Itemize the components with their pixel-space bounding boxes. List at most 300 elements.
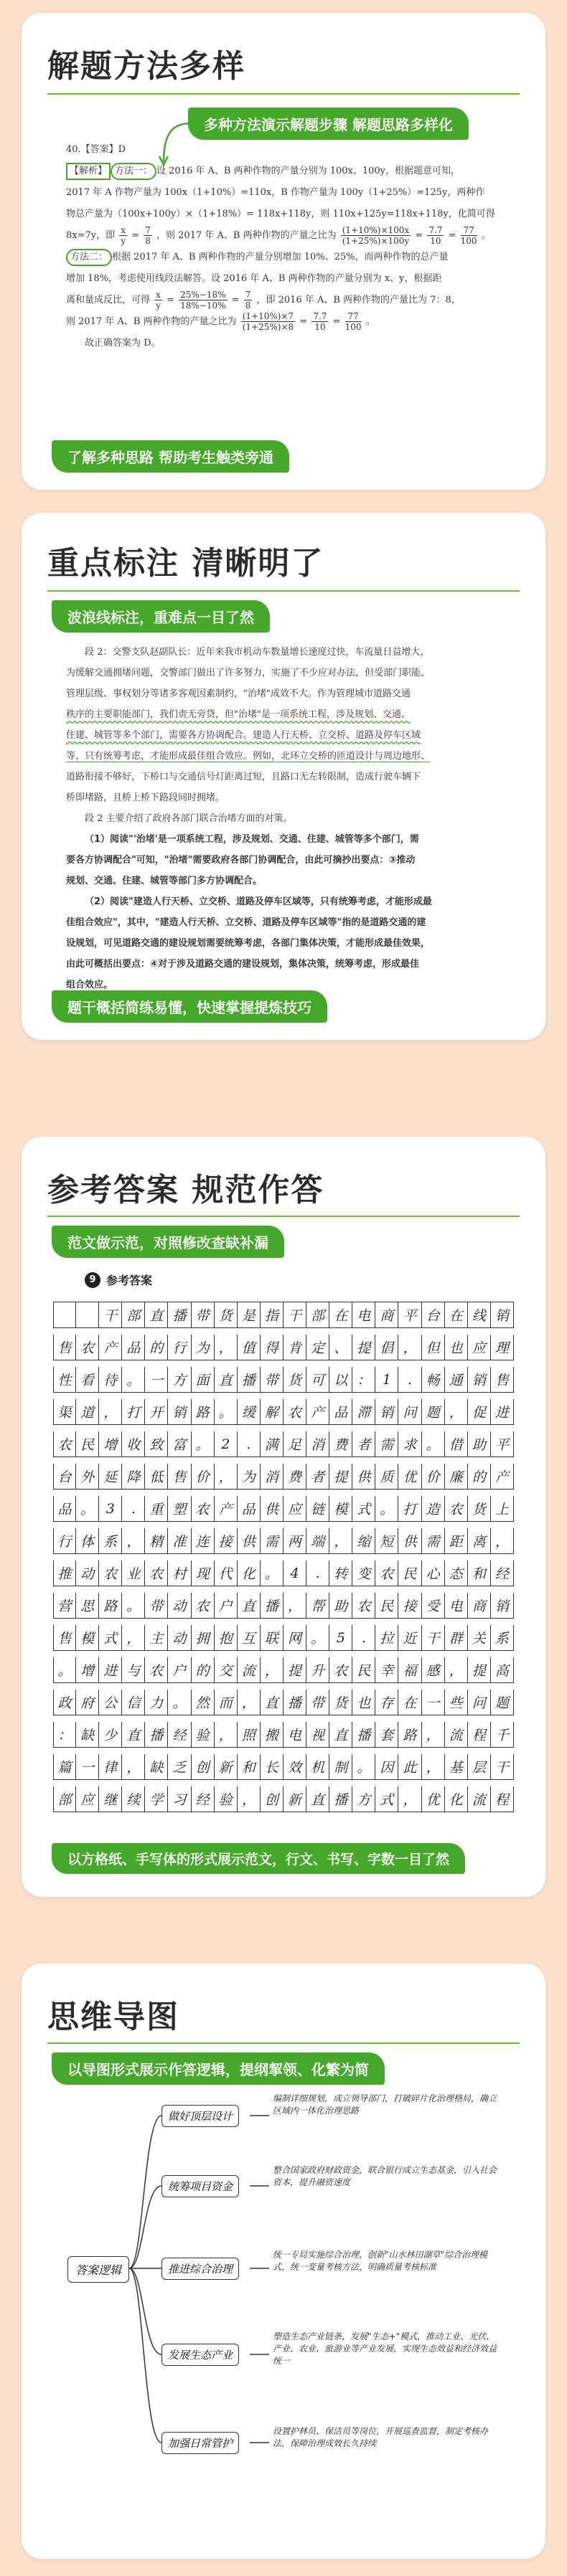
grid-cell: 销 (491, 1302, 514, 1328)
grid-cell: 面 (192, 1367, 215, 1393)
conclusion-line: 故正确答案为 D。 (85, 338, 161, 349)
grid-cell: 一 (145, 1367, 168, 1393)
grid-cell: 化 (238, 1561, 261, 1586)
grid-cell: 流 (468, 1786, 491, 1812)
grid-cell: 存 (375, 1690, 398, 1715)
grid-cell: 些 (445, 1690, 468, 1715)
grid-cell: 一 (422, 1690, 445, 1715)
grid-cell: 农 (445, 1496, 468, 1522)
grid-cell: 助 (329, 1593, 352, 1619)
grid-cell: 。 (76, 1496, 99, 1522)
grid-cell: 产 (306, 1399, 329, 1425)
grid-cell: 外 (76, 1464, 99, 1490)
text-line: （2）阅读"建造人行天桥、立交桥、道路及停车区域等，只有统筹考虑，才能形成最 (85, 896, 432, 907)
grid-cell: 提 (352, 1335, 375, 1360)
grid-cell (76, 1302, 99, 1328)
grid-cell: 、 (329, 1335, 352, 1360)
grid-cell: 续 (122, 1786, 145, 1812)
grid-cell: 畅 (422, 1367, 445, 1393)
text-fragment: = (299, 316, 308, 327)
mind-map-card (22, 1964, 545, 2559)
grid-cell: 离 (468, 1528, 491, 1554)
reference-label: 参考答案 (106, 1274, 153, 1287)
section-banner: 波浪线标注，重难点一目了然 (52, 600, 270, 633)
grid-cell: 村 (168, 1561, 191, 1586)
grid-cell: 农 (99, 1561, 122, 1586)
grid-cell: 。 (122, 1367, 145, 1393)
grid-cell: 产 (215, 1496, 238, 1522)
grid-cell: 助 (468, 1431, 491, 1457)
grid-cell: 售 (168, 1464, 191, 1490)
grid-cell: 通 (445, 1367, 468, 1393)
grid-cell: 农 (329, 1657, 352, 1683)
fraction: $\frac{(1+10\%)\times 7}{(1+25\%)\times 8}$ (242, 311, 294, 332)
grid-cell: 方 (168, 1367, 191, 1393)
grid-cell: 体 (76, 1528, 99, 1554)
grid-cell: 端 (306, 1528, 329, 1554)
grid-cell: 得 (261, 1335, 284, 1360)
grid-cell: 提 (468, 1657, 491, 1683)
grid-cell: 近 (398, 1625, 421, 1651)
grid-cell: 播 (352, 1722, 375, 1748)
grid-cell: 动 (168, 1593, 191, 1619)
grid-cell: 价 (192, 1464, 215, 1490)
grid-cell: 搬 (261, 1722, 284, 1748)
grid-cell: 。 (422, 1431, 445, 1457)
fraction: $\frac{7.7}{10}$ (428, 225, 443, 246)
grid-cell: 抱 (215, 1625, 238, 1651)
grid-cell: 乏 (168, 1754, 191, 1780)
fraction: $\frac{7}{8}$ (245, 290, 251, 311)
text-line: 2017 年 A 作物产量为 100x（1+10%）=110x，B 作物产量为 100y（1+25%）=125y，两种作 (66, 187, 485, 198)
grid-cell: 视 (306, 1722, 329, 1748)
grid-cell: 降 (122, 1464, 145, 1490)
title-underline (47, 93, 520, 95)
mind-map-leaf: 整合国家政府财政资金，联合银行成立生态基金，引入社会资本，提升融资速度 (273, 2165, 497, 2187)
grid-cell: 经 (168, 1722, 191, 1748)
grid-cell: 福 (398, 1657, 421, 1683)
grid-cell: 品 (238, 1496, 261, 1522)
grid-cell: 链 (306, 1496, 329, 1522)
grid-cell: 直 (122, 1722, 145, 1748)
grid-cell: 播 (145, 1722, 168, 1748)
grid-cell: 拉 (375, 1625, 398, 1651)
grid-cell: 幸 (375, 1657, 398, 1683)
grid-cell: 渠 (53, 1399, 76, 1425)
grid-cell: 套 (375, 1722, 398, 1748)
grid-cell: 代 (215, 1561, 238, 1586)
grid-cell: 货 (284, 1367, 306, 1393)
grid-cell: ， (398, 1335, 421, 1360)
grid-cell: 照 (238, 1722, 261, 1748)
grid-cell: 1 (375, 1367, 398, 1393)
grid-cell: 造 (422, 1496, 445, 1522)
grid-cell: ， (491, 1528, 514, 1554)
grid-cell: 商 (375, 1302, 398, 1328)
grid-cell: 制 (329, 1754, 352, 1780)
section-banner: 多种方法演示解题步骤 解题思路多样化 (188, 108, 469, 140)
grid-cell: 的 (468, 1464, 491, 1490)
grid-cell: 直 (329, 1722, 352, 1748)
grid-cell: 习 (168, 1786, 191, 1812)
grid-cell: 路 (99, 1593, 122, 1619)
grid-cell: 力 (145, 1690, 168, 1715)
grid-cell: 进 (491, 1399, 514, 1425)
grid-cell: 。 (215, 1399, 238, 1425)
text-line: 道路衔接不够好，下桥口与交通信号灯距离过短，且路口无左转限制，造成行驶车辆下 (66, 772, 421, 782)
grid-cell: ， (99, 1399, 122, 1425)
grid-cell: 公 (99, 1690, 122, 1715)
grid-cell: 两 (284, 1528, 306, 1554)
text-line: 住建、城管等多个部门，需要各方协调配合。建造人行天桥、立交桥、道路及停车区域 (66, 730, 421, 741)
section-footer-banner: 题干概括简练易懂，快速掌握提炼技巧 (52, 990, 327, 1023)
fraction: $\frac{x}{y}$ (156, 290, 161, 311)
grid-cell: 动 (76, 1561, 99, 1586)
grid-cell: 经 (491, 1561, 514, 1586)
material-text (66, 642, 511, 995)
grid-cell: 直 (215, 1367, 238, 1393)
grid-cell: 为 (238, 1464, 261, 1490)
grid-cell: 以 (329, 1367, 352, 1393)
grid-cell: . (238, 1431, 261, 1457)
grid-cell: 提 (284, 1657, 306, 1683)
grid-cell: 新 (215, 1754, 238, 1780)
grid-cell: 思 (76, 1593, 99, 1619)
grid-cell: 。 (261, 1561, 284, 1586)
grid-cell: 系 (99, 1528, 122, 1554)
fraction: $\frac{7}{8}$ (145, 225, 151, 246)
grid-cell: 的 (192, 1657, 215, 1683)
grid-cell: 性 (53, 1367, 76, 1393)
grid-cell: 农 (53, 1431, 76, 1457)
grid-cell: 产 (491, 1464, 514, 1490)
grid-cell: 。 (306, 1625, 329, 1651)
grid-cell: 一 (76, 1754, 99, 1780)
grid-cell: ， (122, 1754, 145, 1780)
grid-cell: 府 (76, 1690, 99, 1715)
grid-cell: 供 (352, 1464, 375, 1490)
grid-cell: 平 (398, 1302, 421, 1328)
section-banner: 范文做示范，对照修改查缺补漏 (52, 1226, 284, 1258)
grid-cell: 播 (238, 1367, 261, 1393)
grid-cell: ， (329, 1528, 352, 1554)
grid-cell: 农 (76, 1335, 99, 1360)
text-line: 管理层级、事权划分等诸多客观因素制约，"治堵"成效不大。作为管理城市道路交通 (66, 688, 411, 699)
grid-cell (53, 1302, 76, 1328)
grid-cell: . (398, 1367, 421, 1393)
grid-cell: 低 (145, 1464, 168, 1490)
reference-answer-header (85, 1272, 152, 1288)
grid-cell: 干 (284, 1302, 306, 1328)
grid-cell: 态 (445, 1561, 468, 1586)
grid-cell: 继 (99, 1786, 122, 1812)
grid-cell: ， (445, 1399, 468, 1425)
grid-cell: 费 (329, 1431, 352, 1457)
grid-cell: ， (215, 1464, 238, 1490)
grid-cell: 者 (306, 1464, 329, 1490)
grid-cell: 待 (99, 1367, 122, 1393)
grid-cell: 供 (238, 1528, 261, 1554)
grid-cell: 产 (99, 1335, 122, 1360)
grid-cell: 缺 (76, 1722, 99, 1748)
grid-cell: 变 (352, 1561, 375, 1586)
grid-cell: 商 (468, 1593, 491, 1619)
grid-cell: ， (261, 1657, 284, 1683)
grid-cell: 新 (284, 1786, 306, 1812)
grid-cell: 收 (122, 1431, 145, 1457)
grid-cell: 程 (491, 1786, 514, 1812)
grid-cell: 优 (398, 1464, 421, 1490)
grid-cell: 干 (422, 1625, 445, 1651)
grid-cell: 电 (445, 1593, 468, 1619)
grid-cell: 足 (284, 1431, 306, 1457)
grid-cell: 需 (261, 1528, 284, 1554)
grid-cell: 货 (215, 1302, 238, 1328)
grid-cell: ， (445, 1657, 468, 1683)
grid-cell: . (352, 1625, 375, 1651)
grid-cell: 高 (491, 1657, 514, 1683)
grid-cell: 与 (122, 1657, 145, 1683)
grid-cell: 和 (238, 1754, 261, 1780)
grid-cell: 播 (261, 1593, 284, 1619)
grid-cell: 打 (398, 1496, 421, 1522)
grid-cell: 接 (215, 1528, 238, 1554)
grid-cell: 在 (398, 1690, 421, 1715)
fraction: $\frac{77}{100}$ (345, 311, 362, 332)
text-line: 设 2016 年 A、B 两种作物的产量分别为 100x、100y，根据题意可知， (156, 166, 461, 176)
grid-cell: 者 (352, 1431, 375, 1457)
section-title: 重点标注 清晰明了 (47, 545, 324, 582)
grid-cell: 销 (491, 1593, 514, 1619)
text-fragment: = (131, 230, 140, 241)
grid-cell: 电 (352, 1302, 375, 1328)
grid-cell: 重 (145, 1496, 168, 1522)
grid-cell: 上 (491, 1496, 514, 1522)
grid-cell: ， (398, 1786, 421, 1812)
grid-cell: ， (122, 1528, 145, 1554)
mind-map-leaf: 统一专局实施综合治理，创新"山水林田湖草"综合治理模式，统一变量考核方法，明确质量考核标准 (273, 2250, 488, 2272)
grid-cell: 的 (145, 1335, 168, 1360)
grid-cell: 是 (238, 1302, 261, 1328)
fraction: $\frac{(1+10\%)\times 100x}{(1+25\%)\times 100y}$ (342, 225, 410, 246)
grid-cell: 5 (329, 1625, 352, 1651)
grid-cell: 供 (398, 1528, 421, 1554)
title-underline (47, 590, 520, 592)
grid-cell: 而 (215, 1690, 238, 1715)
grid-cell: 式 (352, 1496, 375, 1522)
section-title: 解题方法多样 (47, 48, 245, 85)
fraction: $\frac{25\%-18\%}{18\%-10\%}$ (180, 290, 226, 311)
grid-cell: 直 (261, 1690, 284, 1715)
grid-cell: 升 (306, 1657, 329, 1683)
text-line: 段 2：交警支队赵副队长：近年来我市机动车数量增长速度过快，车流量日益增大， (85, 647, 430, 658)
text-fragment: = (167, 295, 174, 306)
grid-cell: ， (215, 1335, 238, 1360)
grid-cell: 流 (238, 1657, 261, 1683)
grid-cell: 交 (215, 1657, 238, 1683)
grid-cell: 篇 (53, 1754, 76, 1780)
grid-cell: 。 (122, 1593, 145, 1619)
grid-cell: 心 (422, 1561, 445, 1586)
section-banner: 以导图形式展示作答逻辑，提纲挈领、化繁为简 (52, 2052, 385, 2085)
grid-cell: 式 (99, 1625, 122, 1651)
grid-cell: 应 (76, 1786, 99, 1812)
grid-cell: 进 (99, 1657, 122, 1683)
grid-cell: 农 (192, 1496, 215, 1522)
section-footer-banner: 以方格纸、手写体的形式展示范文，行文、书写、字数一目了然 (52, 1843, 465, 1874)
grid-cell: 主 (145, 1625, 168, 1651)
grid-cell: 准 (168, 1528, 191, 1554)
grid-cell: 台 (53, 1464, 76, 1490)
text-fragment: = (332, 316, 341, 327)
grid-cell: 受 (422, 1593, 445, 1619)
grid-cell: 问 (398, 1399, 421, 1425)
grid-cell: 长 (261, 1754, 284, 1780)
text-line: 段 2 主要介绍了政府各部门联合治堵方面的对策。 (85, 813, 293, 824)
grid-cell: 播 (168, 1302, 191, 1328)
text-fragment: 则 2017 年 A、B 两种作物的产量之比为 (66, 316, 237, 327)
text-line: （1）阅读"'治堵'是一项系统工程，涉及规划、交通、住建、城管等多个部门，需 (85, 834, 419, 845)
text-fragment: 。 (365, 316, 375, 327)
grid-cell: 农 (375, 1561, 398, 1586)
mind-map-branch: 加强日常管护 (161, 2432, 239, 2454)
grid-cell: 户 (168, 1657, 191, 1683)
grid-cell: 接 (398, 1593, 421, 1619)
grid-cell: 值 (238, 1335, 261, 1360)
grid-cell: 销 (168, 1399, 191, 1425)
title-underline (47, 1216, 520, 1217)
grid-cell: 基 (445, 1754, 468, 1780)
grid-cell: 肯 (284, 1335, 306, 1360)
grid-cell: 题 (422, 1399, 445, 1425)
grid-cell: 因 (375, 1754, 398, 1780)
text-fragment: = (415, 230, 423, 241)
grid-cell: 求 (398, 1431, 421, 1457)
number-badge: 9 (85, 1272, 100, 1288)
text-line: 根据 2017 年 A、B 两种作物的产量分别增加 10%、25%，而两种作物的总产量 (112, 252, 449, 262)
grid-cell: ， (122, 1625, 145, 1651)
grid-cell: 满 (261, 1431, 284, 1457)
grid-cell: 直 (145, 1302, 168, 1328)
grid-cell: 消 (306, 1431, 329, 1457)
grid-cell: 关 (468, 1625, 491, 1651)
grid-cell: 富 (168, 1431, 191, 1457)
method-variety-card (22, 13, 545, 490)
grid-cell: 消 (261, 1464, 284, 1490)
grid-cell: 然 (192, 1690, 215, 1715)
grid-cell: 廉 (445, 1464, 468, 1490)
grid-cell: 路 (192, 1399, 215, 1425)
grid-cell: 短 (375, 1528, 398, 1554)
fraction: $\frac{7.7}{10}$ (313, 311, 327, 332)
grid-cell: 需 (375, 1431, 398, 1457)
text-fragment: 。 (481, 230, 491, 241)
grid-cell: ， (238, 1690, 261, 1715)
grid-cell: 费 (284, 1464, 306, 1490)
grid-cell: 开 (145, 1399, 168, 1425)
grid-cell: 经 (192, 1786, 215, 1812)
grid-cell: 售 (53, 1625, 76, 1651)
grid-cell: . (122, 1496, 145, 1522)
grid-cell: ： (352, 1367, 375, 1393)
text-line: 要各方协调配合"可知，"治堵"需要政府各部门协调配合，由此可摘抄出要点：③推动 (66, 855, 416, 866)
grid-cell: 题 (491, 1690, 514, 1715)
text-line: 增加 18%，考虑使用线段法解答。设 2016 年 A、B 两种作物的产量分别为 x、y，根据距 (66, 273, 442, 284)
key-annotation-card (22, 513, 545, 1040)
grid-cell: 带 (306, 1690, 329, 1715)
grid-cell: 信 (122, 1690, 145, 1715)
text-fragment: ，则 2017 年 A、B 两种作物的产量之比为 (156, 230, 337, 241)
grid-cell: 。 (375, 1496, 398, 1522)
text-fragment: 8x=7y，即 (66, 230, 116, 241)
mind-map-branch: 做好顶层设计 (161, 2105, 239, 2127)
section-title: 参考答案 规范作答 (47, 1172, 324, 1208)
grid-cell: 可 (306, 1367, 329, 1393)
text-line: 规划、交通、住建、城管等部门多方协调配合。 (66, 876, 263, 886)
grid-cell: 行 (168, 1335, 191, 1360)
grid-cell: 滞 (352, 1399, 375, 1425)
grid-cell: 道 (76, 1399, 99, 1425)
grid-cell: 销 (468, 1367, 491, 1393)
grid-cell: 塑 (168, 1496, 191, 1522)
grid-cell: ， (215, 1722, 238, 1748)
analysis-tag: 【解析】 (66, 163, 111, 180)
grid-cell: 农 (284, 1399, 306, 1425)
grid-cell: 价 (422, 1464, 445, 1490)
mind-map-branch: 发展生态产业 (161, 2344, 239, 2366)
grid-cell: 3 (99, 1496, 122, 1522)
grid-cell: 机 (306, 1754, 329, 1780)
grid-cell: 干 (491, 1754, 514, 1780)
grid-cell: 销 (375, 1399, 398, 1425)
grid-cell: 解 (261, 1399, 284, 1425)
grid-cell: 互 (238, 1625, 261, 1651)
grid-cell: 行 (53, 1528, 76, 1554)
grid-cell: 线 (468, 1302, 491, 1328)
grid-cell: 优 (422, 1786, 445, 1812)
grid-cell: 帮 (306, 1593, 329, 1619)
grid-cell: 供 (261, 1496, 284, 1522)
grid-cell: 带 (145, 1593, 168, 1619)
grid-cell: 电 (284, 1722, 306, 1748)
grid-cell: 民 (352, 1657, 375, 1683)
grid-cell: 民 (375, 1593, 398, 1619)
answer-line: 40.【答案】D (66, 144, 126, 155)
grid-cell: 创 (261, 1786, 284, 1812)
grid-cell: 程 (468, 1722, 491, 1748)
grid-cell: ， (238, 1786, 261, 1812)
grid-cell: 问 (468, 1690, 491, 1715)
grid-cell: 动 (168, 1625, 191, 1651)
grid-cell: 。 (192, 1431, 215, 1457)
grid-cell: 售 (53, 1335, 76, 1360)
grid-cell: 部 (306, 1302, 329, 1328)
grid-cell: 政 (53, 1690, 76, 1715)
grid-cell: 少 (99, 1722, 122, 1748)
grid-cell: 应 (468, 1335, 491, 1360)
grid-cell: 增 (76, 1657, 99, 1683)
grid-cell: 模 (76, 1625, 99, 1651)
grid-cell: 也 (445, 1335, 468, 1360)
grid-cell: 售 (491, 1367, 514, 1393)
text-line: 等，只有统筹考虑，才能形成最佳组合效应。例如，北环立交桥的匝道设计与周边地形、 (66, 751, 431, 762)
grid-cell: 户 (215, 1593, 238, 1619)
grid-cell: 模 (329, 1496, 352, 1522)
grid-cell: ， (422, 1754, 445, 1780)
text-line: 桥即堵路，且桥上桥下路段同时拥堵。 (66, 792, 225, 803)
text-line: 为缓解交通拥堵问题，交警部门做出了许多努力，实施了不少应对办法，但受部门职能、 (66, 668, 431, 678)
grid-cell: 营 (53, 1593, 76, 1619)
